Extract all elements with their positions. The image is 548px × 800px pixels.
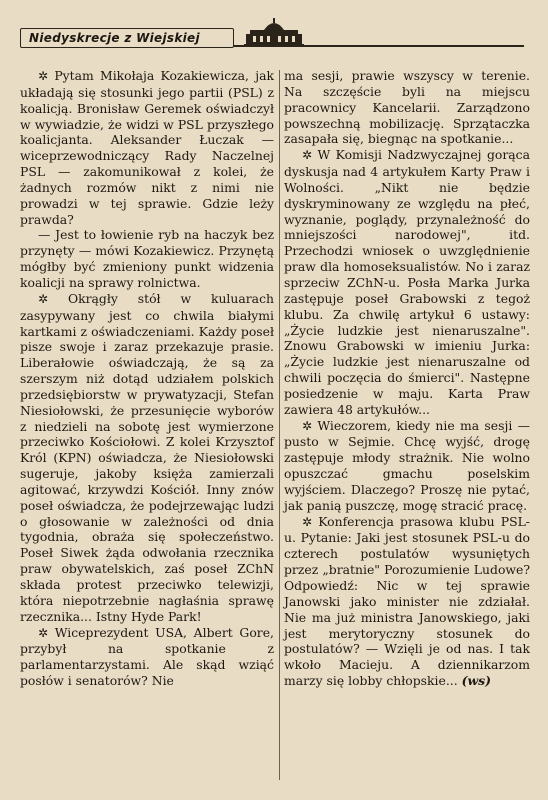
parliament-building-icon [244, 18, 304, 48]
star-bullet-icon: ✲ [38, 291, 49, 306]
title-box [20, 28, 234, 48]
column-title: Niedyskrecje z Wiejskiej [29, 31, 200, 45]
paragraph-text: Wiceprezydent USA, Albert Gore, przybył na spotkanie z parlamentarzystami. Ale skąd wziąć posłów i senatorów? Nie [20, 624, 274, 689]
column-header [16, 18, 526, 58]
author-signature: (ws) [461, 673, 491, 689]
star-bullet-icon: ✲ [302, 514, 313, 529]
paragraph [284, 147, 530, 417]
column-divider [279, 70, 280, 780]
star-bullet-icon: ✲ [38, 69, 49, 83]
paragraph-text: ma sesji, prawie wszyscy w terenie. Na szczęście byli na miejscu pracownicy Kancelarii. Zarządzono powszechną mobilizację. Sprzątaczka zasapała się, biegnąc na spotkanie... [284, 68, 530, 147]
paragraph [20, 291, 274, 625]
star-bullet-icon: ✲ [302, 418, 313, 433]
star-bullet-icon: ✲ [38, 625, 49, 640]
star-bullet-icon: ✲ [302, 148, 313, 163]
paragraph-text: Okrągły stół w kuluarach zasypywany jest co chwila białymi kartkami z oświadczeniami. Każdy poseł pisze swoje i zaraz przekazuje prasie. Liberałowie oświadczają, że są za szerszym niż dotąd udziałem polskich przedsiębiorstw w prywatyzacji, Stefan Niesiołowski, że przesunięcie wyborów z niedzieli na sobotę jest wymierzone przeciwko Kościołowi. Z kolei Krzysztof Król (KPN) oświadcza, że Niesiołowski sugeruje, jakoby księża zamierzali agitować, krzywdzi Kościół. Inny znów poseł oświadcza, że podejrzewając ludzi o głosowanie w zależności od dnia tygodnia, obraża się społeczeństwo. Poseł Siwek żąda odwołania rzecznika praw obywatelskich, zaś poseł ZChN składa protest przeciwko telewizji, która niepotrzebnie nagłaśnia sprawę rzecznika... Istny Hyde Park! [20, 290, 274, 624]
paragraph-text: Wieczorem, kiedy nie ma sesji — pusto w Sejmie. Chcę wyjść, drogę zastępuje młody strażnik. Nie wolno opuszczać gmachu poselskim wyjściem. Dlaczego? Proszę nie pytać, jak panią puszczę, mogę stracić pracę. [284, 417, 530, 513]
paragraph-text: — Jest to łowienie ryb na haczyk bez przynęty — mówi Kozakiewicz. Przynętą mógłby być zmieniony punkt widzenia koalicji na sprawy rolnictwa. [20, 227, 274, 290]
left-column [20, 68, 274, 689]
right-column [284, 68, 530, 689]
paragraph-text: Pytam Mikołaja Kozakiewicza, jak układają się stosunki jego partii (PSL) z koalicją. Bronisław Geremek oświadczył w wywiadzie, że widzi w PSL przyszłego koalicjanta. Aleksander Łuczak — wiceprzewodniczący Rady Naczelnej PSL — zakomunikował z kolei, że żadnych rozmów nikt z nimi nie prowadzi w tej sprawie. Gdzie leży prawda? [20, 68, 274, 227]
paragraph [284, 68, 530, 147]
paragraph-text: W Komisji Nadzwyczajnej gorąca dyskusja nad 4 artykułem Karty Praw i Wolności. „Nikt nie będzie dyskryminowany ze względu na płeć, wyznanie, poglądy, przynależność do mniejszości narodowej", itd. Przechodzi wniosek o uwzględnienie praw dla homoseksualistów. No i zaraz sprzeciw ZChN-u. Posła Marka Jurka zastępuje poseł Grabowski z tegoż klubu. Za chwilę artykuł 6 ustawy: „Życie ludzkie jest nienaruszalne". Znowu Grabowski w imieniu Jurka: „Życie ludzkie jest nienaruszalne od chwili poczęcia do śmierci". Następne posiedzenie w maju. Karta Praw zawiera 48 artykułów... [284, 147, 530, 417]
paragraph [284, 418, 530, 514]
paragraph [284, 514, 530, 689]
paragraph [20, 227, 274, 290]
paragraph-text: Konferencja prasowa klubu PSL-u. Pytanie: Jaki jest stosunek PSL-u do czterech postulatów wysuniętych przez „bratnie" Porozumienie Ludowe? Odpowiedź: Nic w tej sprawie Janowski jako minister nie zdziałał. Nie ma już ministra Janowskiego, jaki jest merytoryczny stosunek do postulatów? — Wzięli je od nas. I tak wkoło Macieju. A dziennikarzom marzy się lobby chłopskie... [284, 513, 530, 689]
paragraph [20, 625, 274, 689]
paragraph [20, 68, 274, 227]
